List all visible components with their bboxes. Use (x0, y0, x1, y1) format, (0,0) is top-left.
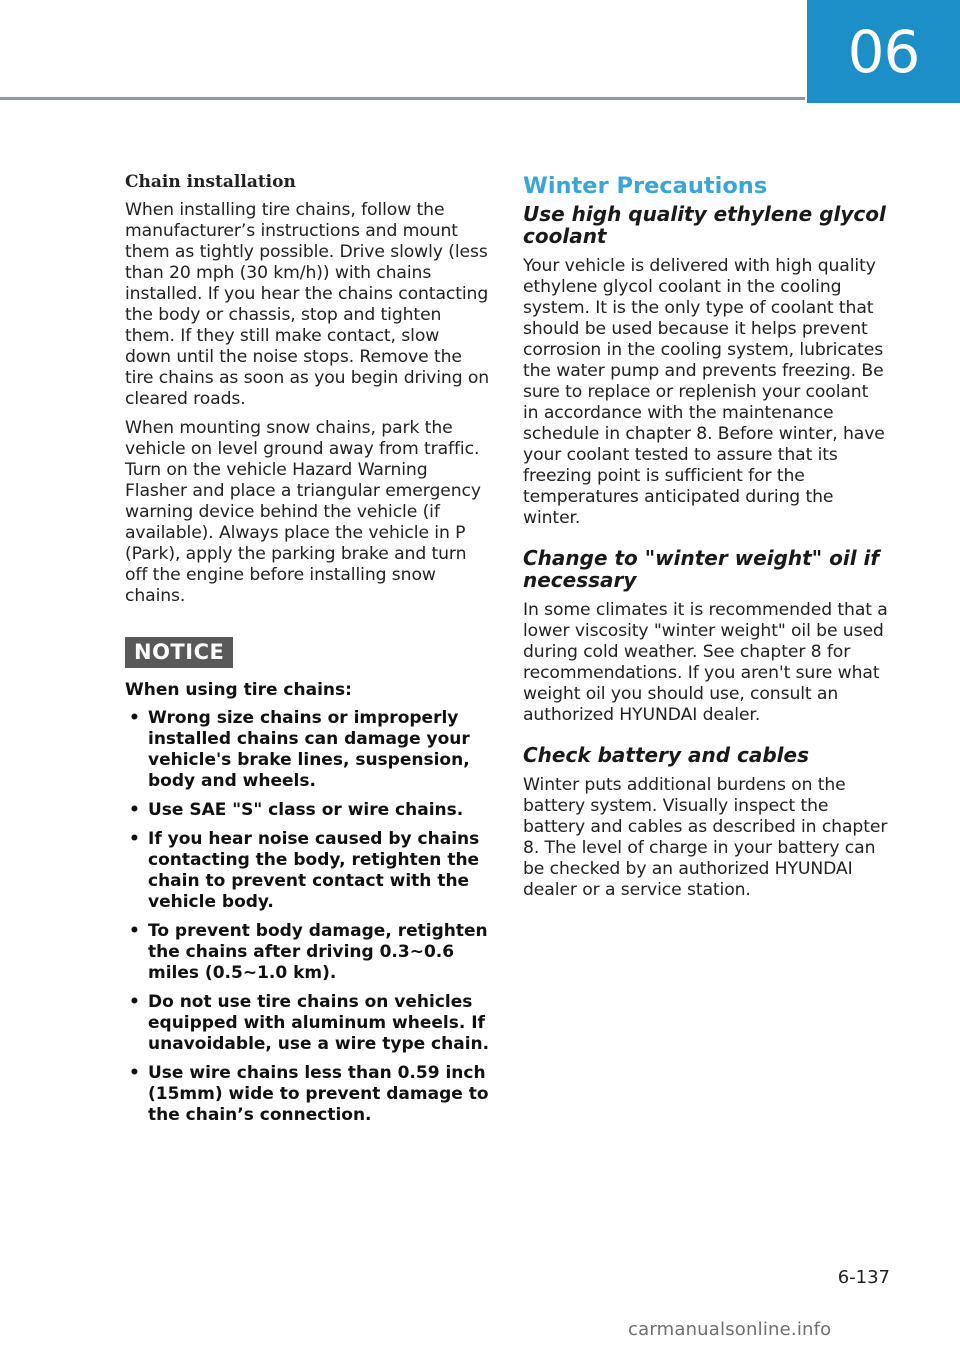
bullet-text: To prevent body damage, retighten the chains after driving 0.3~0.6 miles (0.5~1.0 km). (148, 921, 488, 983)
notice-bullet-list (125, 708, 490, 1126)
watermark: carmanualsonline.info (628, 1319, 832, 1340)
right-column (523, 172, 888, 909)
left-column (125, 172, 490, 1134)
bullet-dot-icon: • (129, 992, 140, 1012)
bullet-text: Wrong size chains or improperly installed chains can damage your vehicle's brake lines, suspension, body and wheels. (148, 708, 470, 791)
bullet-dot-icon: • (129, 1063, 140, 1083)
bullet-dot-icon: • (129, 921, 140, 941)
battery-subtitle: Check battery and cables (523, 743, 809, 767)
bullet-item (125, 1063, 490, 1126)
bullet-item (125, 800, 490, 821)
chapter-number: 06 (847, 17, 920, 86)
bullet-text: Do not use tire chains on vehicles equipped with aluminum wheels. If unavoidable, use a wire type chain. (148, 992, 490, 1054)
paragraph: When installing tire chains, follow the manufacturer’s instructions and mount them as tightly possible. Drive slowly (less than 20 mph (30 km/h)) with chains installed. If you hear the chains contacting the body or chassis, stop and tighten them. If they still make contact, slow down until the noise stops. Remove the tire chains as soon as you begin driving on cleared roads. (125, 200, 490, 409)
bullet-text: Use SAE "S" class or wire chains. (148, 800, 464, 820)
winter-precautions-title: Winter Precautions (523, 173, 768, 199)
bullet-dot-icon: • (129, 708, 140, 728)
bullet-text: Use wire chains less than 0.59 inch (15mm) wide to prevent damage to the chain’s connection. (148, 1063, 489, 1125)
winter-oil-text: In some climates it is recommended that a lower viscosity "winter weight" oil be used during cold weather. See chapter 8 for recommendations. If you aren't sure what weight oil you should use, consult an authorized HYUNDAI dealer. (523, 600, 888, 725)
bullet-item (125, 921, 490, 984)
paragraph: When mounting snow chains, park the vehicle on level ground away from traffic. Turn on the vehicle Hazard Warning Flasher and place a triangular emergency warning device behind the vehicle (if available). Always place the vehicle in P (Park), apply the parking brake and turn off the engine before installing snow chains. (125, 418, 481, 606)
chain-installation-heading: Chain installation (125, 172, 296, 192)
bullet-dot-icon: • (129, 800, 140, 820)
coolant-subtitle: Use high quality ethylene glycol coolant (523, 202, 886, 248)
notice-intro: When using tire chains: (125, 680, 352, 700)
header-rule (0, 97, 805, 100)
coolant-text: Your vehicle is delivered with high quality ethylene glycol coolant in the cooling system. It is the only type of coolant that should be used because it helps prevent corrosion in the cooling system, lubricates the water pump and prevents freezing. Be sure to replace or replenish your coolant in accordance with the maintenance schedule in chapter 8. Before winter, have your coolant tested to assure that its freezing point is sufficient for the temperatures anticipated during the winter. (523, 256, 885, 528)
battery-text: Winter puts additional burdens on the battery system. Visually inspect the battery and cables as described in chapter 8. The level of charge in your battery can be checked by an authorized HYUNDAI dealer or a service station. (523, 775, 888, 900)
bullet-text: If you hear noise caused by chains contacting the body, retighten the chain to prevent contact with the vehicle body. (148, 829, 480, 912)
bullet-item (125, 992, 490, 1055)
page-number: 6-137 (837, 1267, 890, 1288)
bullet-item (125, 829, 490, 913)
bullet-item (125, 708, 490, 792)
chapter-tab (807, 0, 960, 103)
notice-badge: NOTICE (125, 637, 233, 668)
bullet-dot-icon: • (129, 829, 140, 849)
winter-oil-subtitle: Change to "winter weight" oil if necessary (523, 546, 880, 592)
